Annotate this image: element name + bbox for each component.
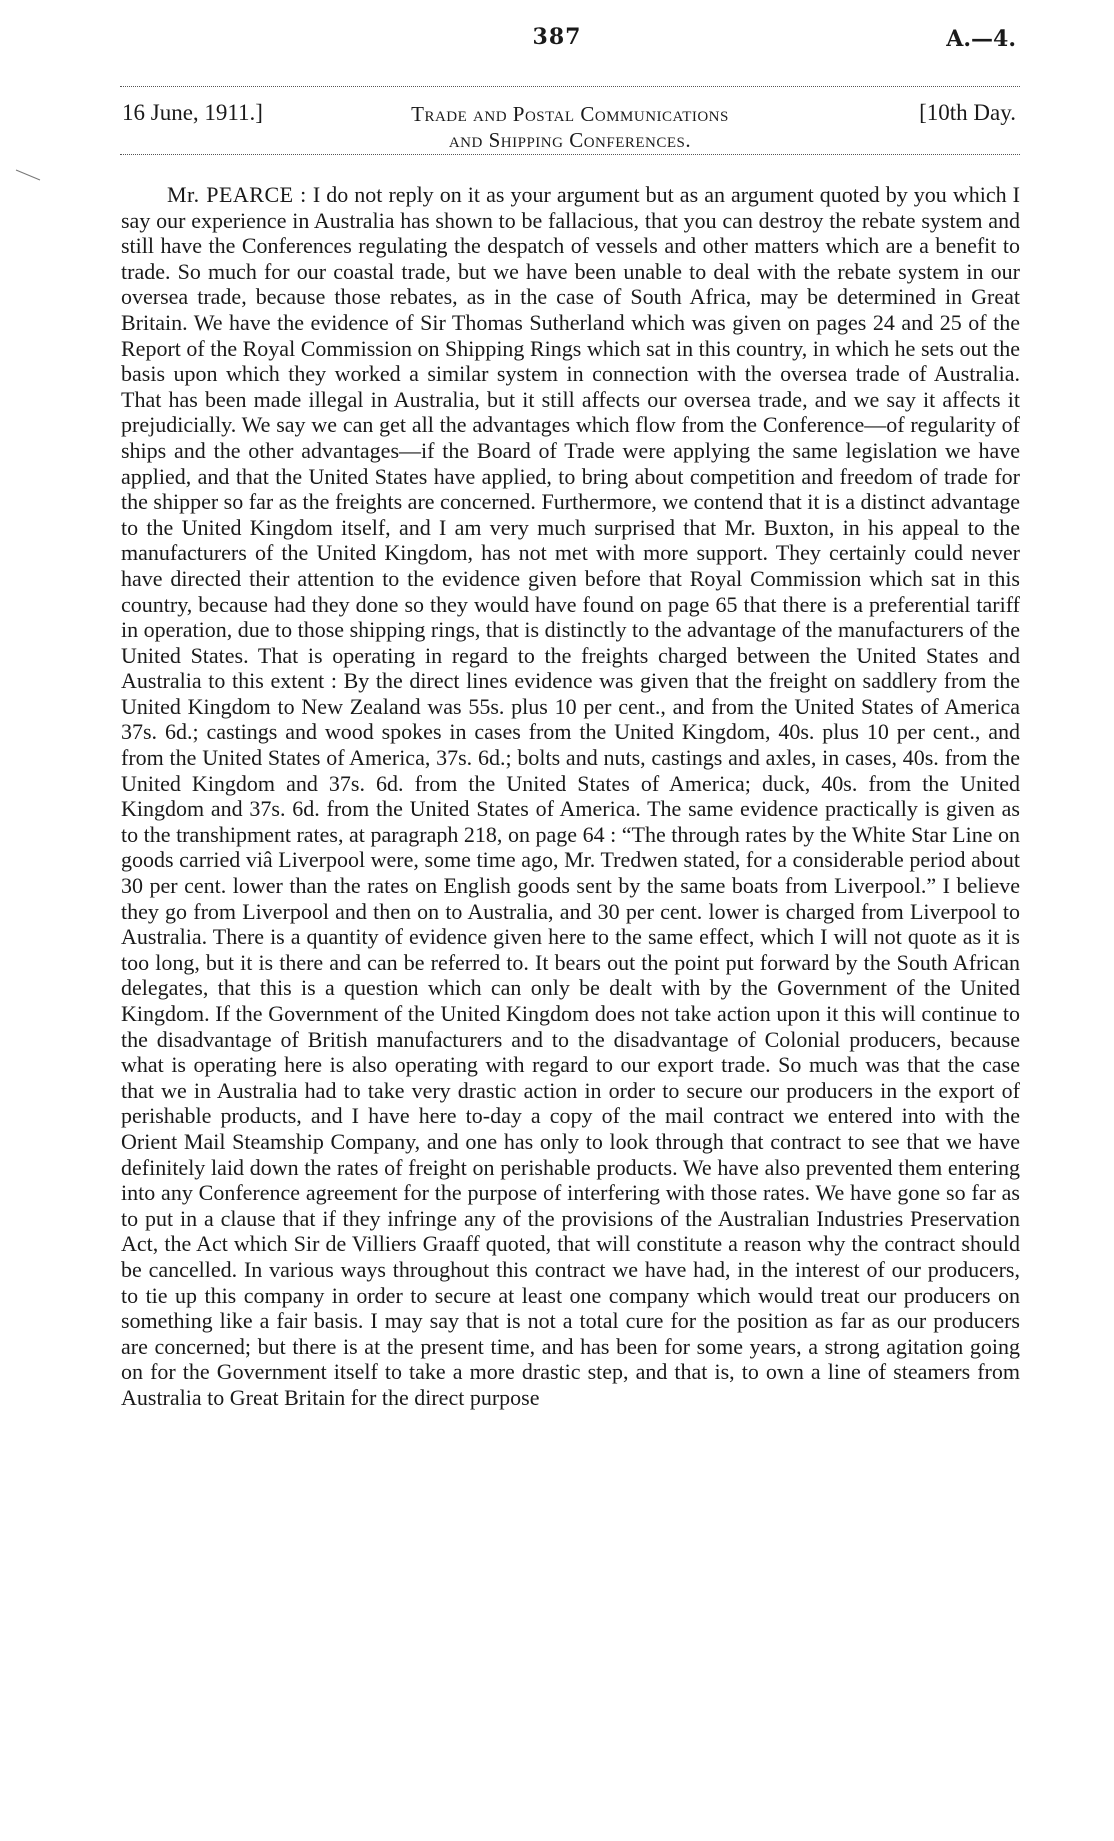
speech-paragraph — [121, 182, 1020, 1411]
speech-text: I do not reply on it as your argument but as an argument quoted by you which I say our experience in Australia has shown to be fallacious, that you can destroy the rebate system and still have the Conferences regulating the despatch of vessels and other matters which are a benefit to trade. So much for our coastal trade, but we have been unable to deal with the rebate system in our oversea trade, because those rebates, as in the case of South Africa, may be determined in Great Britain. We have the evidence of Sir Thomas Sutherland which was given on pages 24 and 25 of the Report of the Royal Commission on Shipping Rings which sat in this country, in which he sets out the basis upon which they worked a similar system in connection with the oversea trade of Australia. That has been made illegal in Australia, but it still affects our oversea trade, and we say it affects it prejudicially. We say we can get all the advantages which flow from the Conference—of regularity of ships and the other advantages—if the Board of Trade were applying the same legislation we have applied, and that the United States have applied, to bring about competition and freedom of trade for the shipper so far as the freights are concerned. Furthermore, we contend that it is a distinct advantage to the United Kingdom itself, and I am very much surprised that Mr. Buxton, in his appeal to the manufacturers of the United Kingdom, has not met with more support. They certainly could never have directed their attention to the evidence given before that Royal Commission which sat in this country, because had they done so they would have found on page 65 that there is a preferential tariff in operation, due to those shipping rings, that is distinctly to the advantage of the manufacturers of the United States. That is operating in regard to the freights charged between the United States and Australia to this extent : By the direct lines evidence was given that the freight on saddlery from the United Kingdom to New Zealand was 55s. plus 10 per cent., and from the United States of America 37s. 6d.; castings and wood spokes in cases from the United Kingdom, 40s. plus 10 per cent., and from the United States of America, 37s. 6d.; bolts and nuts, castings and axles, in cases, 40s. from the United Kingdom and 37s. 6d. from the United States of America; duck, 40s. from the United Kingdom and 37s. 6d. from the United States of America. The same evidence practically is given as to the transhipment rates, at paragraph 218, on page 64 : “The through rates by the White Star Line on goods carried viâ Liverpool were, some time ago, Mr. Tredwen stated, for a considerable period about 30 per cent. lower than the rates on English goods sent by the same boats from Liverpool.” I believe they go from Liverpool and then on to Australia, and 30 per cent. lower is charged from Liverpool to Australia. There is a quantity of evidence given here to the same effect, which I will not quote as it is too long, but it is there and can be referred to. It bears out the point put forward by the South African delegates, that this is a question which can only be dealt with by the Government of the United Kingdom. If the Government of the United Kingdom does not take action upon it this will continue to the disadvantage of British manufacturers and to the disadvantage of Colonial producers, because what is operating here is also operating with regard to our export trade. So much was that the case that we in Australia had to take very drastic action in order to secure our producers in the export of perishable products, and I have here to-day a copy of the mail contract we entered into with the Orient Mail Steamship Company, and one has only to look through that contract to see that we have definitely laid down the rates of freight on perishable products. We have also prevented them entering into any Conference agreement for the purpose of interfering with those rates. We have gone so far as to put in a clause that if they infringe any of the provisions of the Australian Industries Preservation Act, the Act which Sir de Villiers Graaff quoted, that will constitute a reason why the contract should be cancelled. In various ways throughout this contract we have had, in the interest of our producers, to tie up this company in order to secure at least one company which would treat our producers on something like a fair basis. I may say that is not a total cure for the position as far as our producers are concerned; but there is at the present time, and has been for some years, a strong agitation going on for the Government itself to take a more drastic step, and that is, to own a line of steamers from Australia to Great Britain for the direct purpose — [121, 182, 1021, 1410]
header-rule-bottom — [120, 154, 1020, 155]
paper-reference: A.—4. — [946, 26, 1016, 52]
speaker-name: Mr. PEARCE : — [167, 182, 307, 207]
page-number: 387 — [532, 24, 582, 50]
header-rule-top — [120, 86, 1020, 87]
running-title — [340, 101, 800, 153]
running-title-line2: and Shipping Conferences. — [448, 128, 692, 152]
running-title-line1: Trade and Postal Communications — [411, 102, 729, 126]
header-date: 16 June, 1911.] — [122, 100, 263, 125]
margin-mark — [14, 168, 44, 182]
header-day: [10th Day. — [919, 100, 1016, 125]
